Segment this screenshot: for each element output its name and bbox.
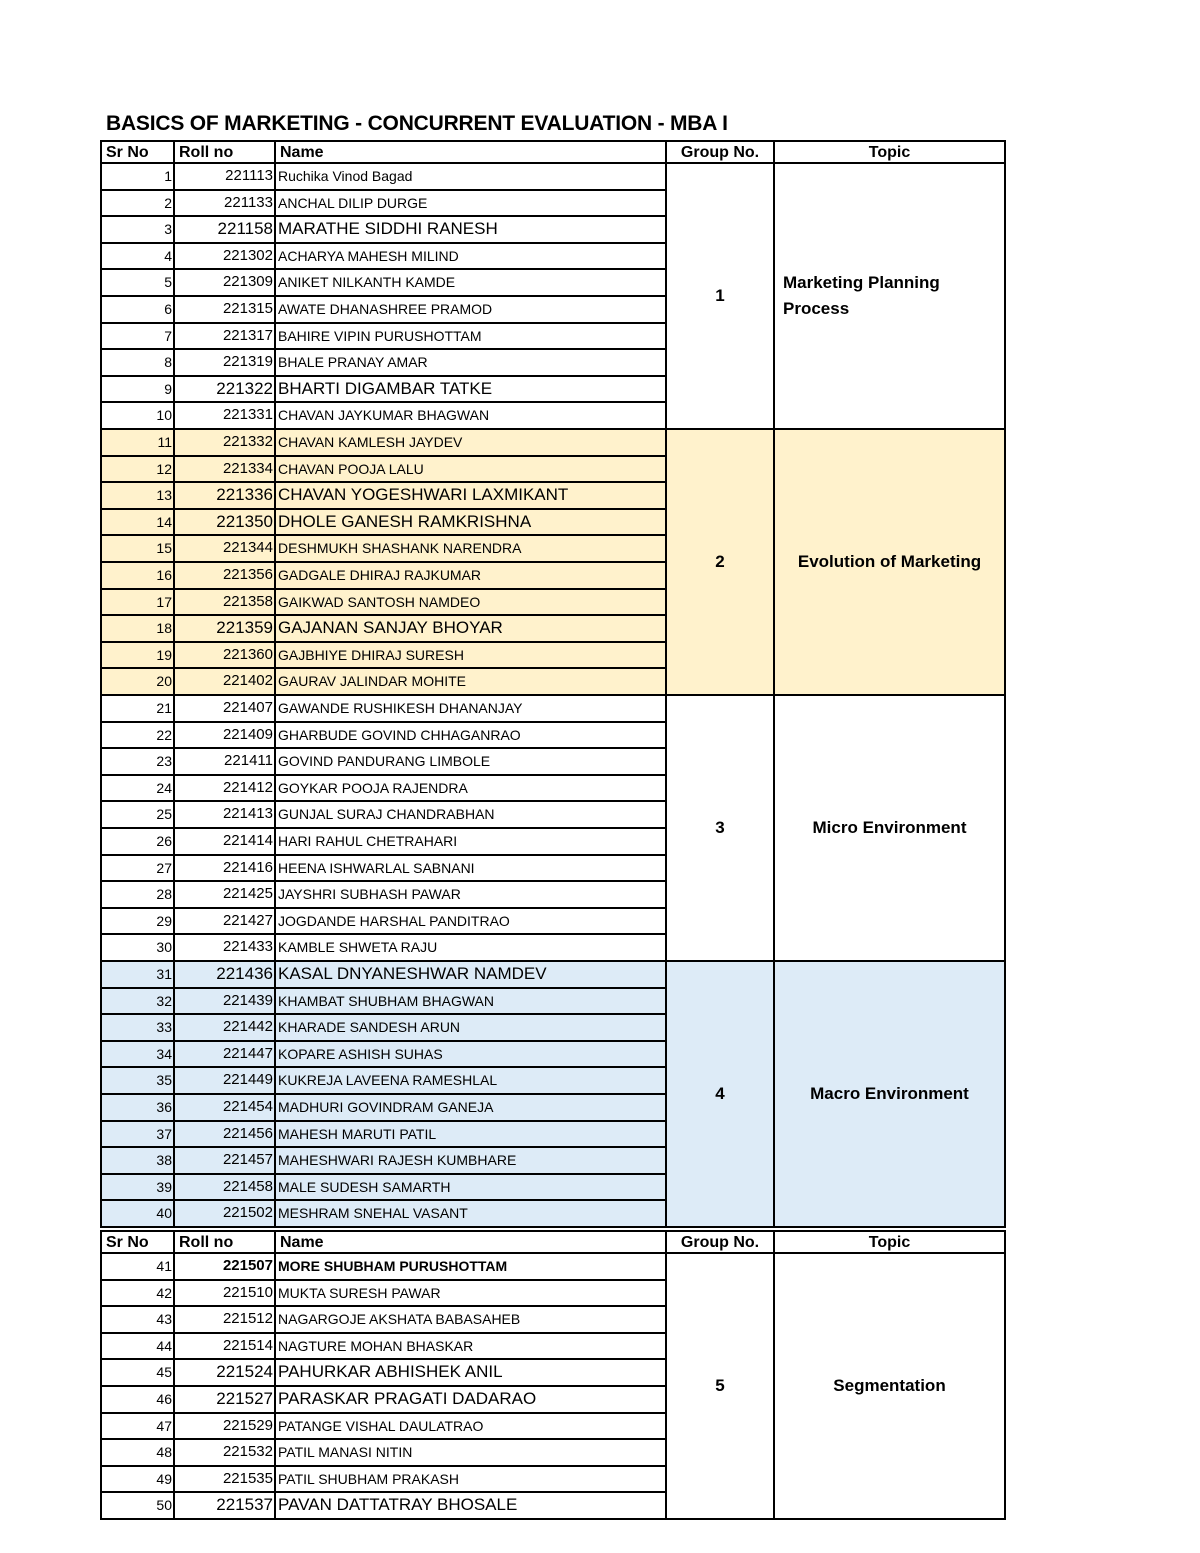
topic-cell: Segmentation: [775, 1254, 1006, 1520]
roll-no-cell: 221458: [175, 1175, 276, 1202]
topic-cell: Micro Environment: [775, 696, 1006, 962]
sr-no-cell: 22: [100, 723, 175, 750]
sr-no-cell: 43: [100, 1307, 175, 1334]
roll-no-cell: 221414: [175, 829, 276, 856]
name-cell: ANIKET NILKANTH KAMDE: [276, 270, 667, 297]
name-cell: GOYKAR POOJA RAJENDRA: [276, 776, 667, 803]
name-cell: GOVIND PANDURANG LIMBOLE: [276, 749, 667, 776]
roll-no-cell: 221529: [175, 1414, 276, 1441]
name-cell: GAJBHIYE DHIRAJ SURESH: [276, 643, 667, 670]
header-name: Name: [276, 1230, 667, 1254]
sr-no-cell: 18: [100, 616, 175, 643]
roll-no-cell: 221456: [175, 1122, 276, 1149]
sr-no-cell: 44: [100, 1334, 175, 1361]
name-cell: KHAMBAT SHUBHAM BHAGWAN: [276, 989, 667, 1016]
roll-no-cell: 221439: [175, 989, 276, 1016]
name-cell: PATANGE VISHAL DAULATRAO: [276, 1414, 667, 1441]
roll-no-cell: 221425: [175, 882, 276, 909]
roll-no-cell: 221510: [175, 1281, 276, 1308]
name-cell: PARASKAR PRAGATI DADARAO: [276, 1387, 667, 1414]
name-cell: BHARTI DIGAMBAR TATKE: [276, 377, 667, 404]
sr-no-cell: 27: [100, 856, 175, 883]
header-topic: Topic: [775, 1230, 1006, 1254]
sr-no-cell: 17: [100, 590, 175, 617]
sr-no-cell: 6: [100, 297, 175, 324]
header-name: Name: [276, 140, 667, 164]
roll-no-cell: 221433: [175, 935, 276, 962]
roll-no-cell: 221407: [175, 696, 276, 723]
name-cell: MADHURI GOVINDRAM GANEJA: [276, 1095, 667, 1122]
sr-no-cell: 30: [100, 935, 175, 962]
roll-no-cell: 221133: [175, 191, 276, 218]
sr-no-cell: 31: [100, 962, 175, 989]
sr-no-cell: 4: [100, 244, 175, 271]
sr-no-cell: 9: [100, 377, 175, 404]
name-cell: MUKTA SURESH PAWAR: [276, 1281, 667, 1308]
header-sr-no: Sr No: [100, 140, 175, 164]
sr-no-cell: 37: [100, 1122, 175, 1149]
sr-no-cell: 23: [100, 749, 175, 776]
name-cell: GADGALE DHIRAJ RAJKUMAR: [276, 563, 667, 590]
name-cell: ANCHAL DILIP DURGE: [276, 191, 667, 218]
roll-no-cell: 221402: [175, 669, 276, 696]
sr-no-cell: 26: [100, 829, 175, 856]
name-cell: Ruchika Vinod Bagad: [276, 164, 667, 191]
topic-cell: Marketing Planning Process: [775, 164, 1006, 430]
sr-no-cell: 15: [100, 536, 175, 563]
name-cell: CHAVAN KAMLESH JAYDEV: [276, 430, 667, 457]
header-roll-no: Roll no: [175, 1230, 276, 1254]
group-no-cell: 1: [667, 164, 775, 430]
sr-no-cell: 25: [100, 802, 175, 829]
sr-no-cell: 7: [100, 324, 175, 351]
header-topic: Topic: [775, 140, 1006, 164]
header-group-no: Group No.: [667, 140, 775, 164]
name-cell: JOGDANDE HARSHAL PANDITRAO: [276, 909, 667, 936]
group-no-cell: 3: [667, 696, 775, 962]
roll-no-cell: 221512: [175, 1307, 276, 1334]
sr-no-cell: 24: [100, 776, 175, 803]
roll-no-cell: 221344: [175, 536, 276, 563]
roll-no-cell: 221436: [175, 962, 276, 989]
roll-no-cell: 221411: [175, 749, 276, 776]
topic-cell: Macro Environment: [775, 962, 1006, 1228]
sr-no-cell: 12: [100, 457, 175, 484]
sr-no-cell: 35: [100, 1068, 175, 1095]
header-sr-no: Sr No: [100, 1230, 175, 1254]
name-cell: BHALE PRANAY AMAR: [276, 350, 667, 377]
roll-no-cell: 221356: [175, 563, 276, 590]
name-cell: NAGTURE MOHAN BHASKAR: [276, 1334, 667, 1361]
sr-no-cell: 45: [100, 1360, 175, 1387]
roll-no-cell: 221413: [175, 802, 276, 829]
roll-no-cell: 221358: [175, 590, 276, 617]
roll-no-cell: 221309: [175, 270, 276, 297]
page-title: BASICS OF MARKETING - CONCURRENT EVALUATION - MBA I: [106, 112, 728, 135]
sr-no-cell: 1: [100, 164, 175, 191]
roll-no-cell: 221449: [175, 1068, 276, 1095]
name-cell: DESHMUKH SHASHANK NARENDRA: [276, 536, 667, 563]
sr-no-cell: 49: [100, 1467, 175, 1494]
name-cell: DHOLE GANESH RAMKRISHNA: [276, 510, 667, 537]
group-no-cell: 4: [667, 962, 775, 1228]
name-cell: GAJANAN SANJAY BHOYAR: [276, 616, 667, 643]
roll-no-cell: 221317: [175, 324, 276, 351]
sr-no-cell: 47: [100, 1414, 175, 1441]
roll-no-cell: 221359: [175, 616, 276, 643]
name-cell: GAIKWAD SANTOSH NAMDEO: [276, 590, 667, 617]
name-cell: AWATE DHANASHREE PRAMOD: [276, 297, 667, 324]
name-cell: KUKREJA LAVEENA RAMESHLAL: [276, 1068, 667, 1095]
name-cell: NAGARGOJE AKSHATA BABASAHEB: [276, 1307, 667, 1334]
sr-no-cell: 38: [100, 1148, 175, 1175]
roll-no-cell: 221334: [175, 457, 276, 484]
name-cell: CHAVAN YOGESHWARI LAXMIKANT: [276, 483, 667, 510]
name-cell: GAURAV JALINDAR MOHITE: [276, 669, 667, 696]
name-cell: GAWANDE RUSHIKESH DHANANJAY: [276, 696, 667, 723]
name-cell: KOPARE ASHISH SUHAS: [276, 1042, 667, 1069]
name-cell: GUNJAL SURAJ CHANDRABHAN: [276, 802, 667, 829]
sr-no-cell: 29: [100, 909, 175, 936]
roll-no-cell: 221360: [175, 643, 276, 670]
name-cell: PATIL SHUBHAM PRAKASH: [276, 1467, 667, 1494]
sr-no-cell: 14: [100, 510, 175, 537]
roll-no-cell: 221113: [175, 164, 276, 191]
sr-no-cell: 13: [100, 483, 175, 510]
sr-no-cell: 39: [100, 1175, 175, 1202]
name-cell: GHARBUDE GOVIND CHHAGANRAO: [276, 723, 667, 750]
roll-no-cell: 221331: [175, 403, 276, 430]
name-cell: KHARADE SANDESH ARUN: [276, 1015, 667, 1042]
sr-no-cell: 41: [100, 1254, 175, 1281]
sr-no-cell: 32: [100, 989, 175, 1016]
header-group-no: Group No.: [667, 1230, 775, 1254]
sr-no-cell: 21: [100, 696, 175, 723]
roll-no-cell: 221302: [175, 244, 276, 271]
name-cell: KASAL DNYANESHWAR NAMDEV: [276, 962, 667, 989]
roll-no-cell: 221409: [175, 723, 276, 750]
roll-no-cell: 221524: [175, 1360, 276, 1387]
sr-no-cell: 3: [100, 217, 175, 244]
roll-no-cell: 221507: [175, 1254, 276, 1281]
name-cell: PAVAN DATTATRAY BHOSALE: [276, 1493, 667, 1520]
roll-no-cell: 221527: [175, 1387, 276, 1414]
name-cell: HEENA ISHWARLAL SABNANI: [276, 856, 667, 883]
sr-no-cell: 42: [100, 1281, 175, 1308]
roll-no-cell: 221427: [175, 909, 276, 936]
sr-no-cell: 28: [100, 882, 175, 909]
sr-no-cell: 11: [100, 430, 175, 457]
sr-no-cell: 16: [100, 563, 175, 590]
roll-no-cell: 221537: [175, 1493, 276, 1520]
roll-no-cell: 221416: [175, 856, 276, 883]
name-cell: CHAVAN POOJA LALU: [276, 457, 667, 484]
name-cell: HARI RAHUL CHETRAHARI: [276, 829, 667, 856]
sr-no-cell: 36: [100, 1095, 175, 1122]
roll-no-cell: 221158: [175, 217, 276, 244]
sr-no-cell: 5: [100, 270, 175, 297]
sr-no-cell: 20: [100, 669, 175, 696]
sr-no-cell: 19: [100, 643, 175, 670]
sr-no-cell: 34: [100, 1042, 175, 1069]
sr-no-cell: 48: [100, 1440, 175, 1467]
sr-no-cell: 8: [100, 350, 175, 377]
roll-no-cell: 221535: [175, 1467, 276, 1494]
sr-no-cell: 46: [100, 1387, 175, 1414]
name-cell: BAHIRE VIPIN PURUSHOTTAM: [276, 324, 667, 351]
roll-no-cell: 221336: [175, 483, 276, 510]
header-roll-no: Roll no: [175, 140, 276, 164]
sr-no-cell: 33: [100, 1015, 175, 1042]
roll-no-cell: 221350: [175, 510, 276, 537]
roll-no-cell: 221532: [175, 1440, 276, 1467]
roll-no-cell: 221319: [175, 350, 276, 377]
name-cell: CHAVAN JAYKUMAR BHAGWAN: [276, 403, 667, 430]
name-cell: JAYSHRI SUBHASH PAWAR: [276, 882, 667, 909]
name-cell: ACHARYA MAHESH MILIND: [276, 244, 667, 271]
roll-no-cell: 221502: [175, 1201, 276, 1228]
sr-no-cell: 50: [100, 1493, 175, 1520]
roll-no-cell: 221454: [175, 1095, 276, 1122]
sr-no-cell: 2: [100, 191, 175, 218]
roll-no-cell: 221457: [175, 1148, 276, 1175]
roll-no-cell: 221322: [175, 377, 276, 404]
topic-cell: Evolution of Marketing: [775, 430, 1006, 696]
name-cell: MORE SHUBHAM PURUSHOTTAM: [276, 1254, 667, 1281]
name-cell: PATIL MANASI NITIN: [276, 1440, 667, 1467]
name-cell: MARATHE SIDDHI RANESH: [276, 217, 667, 244]
sr-no-cell: 10: [100, 403, 175, 430]
name-cell: MAHESH MARUTI PATIL: [276, 1122, 667, 1149]
group-no-cell: 2: [667, 430, 775, 696]
roll-no-cell: 221412: [175, 776, 276, 803]
roll-no-cell: 221514: [175, 1334, 276, 1361]
name-cell: MAHESHWARI RAJESH KUMBHARE: [276, 1148, 667, 1175]
name-cell: KAMBLE SHWETA RAJU: [276, 935, 667, 962]
roll-no-cell: 221447: [175, 1042, 276, 1069]
name-cell: MESHRAM SNEHAL VASANT: [276, 1201, 667, 1228]
group-no-cell: 5: [667, 1254, 775, 1520]
roll-no-cell: 221332: [175, 430, 276, 457]
roll-no-cell: 221442: [175, 1015, 276, 1042]
name-cell: PAHURKAR ABHISHEK ANIL: [276, 1360, 667, 1387]
roll-no-cell: 221315: [175, 297, 276, 324]
sr-no-cell: 40: [100, 1201, 175, 1228]
name-cell: MALE SUDESH SAMARTH: [276, 1175, 667, 1202]
